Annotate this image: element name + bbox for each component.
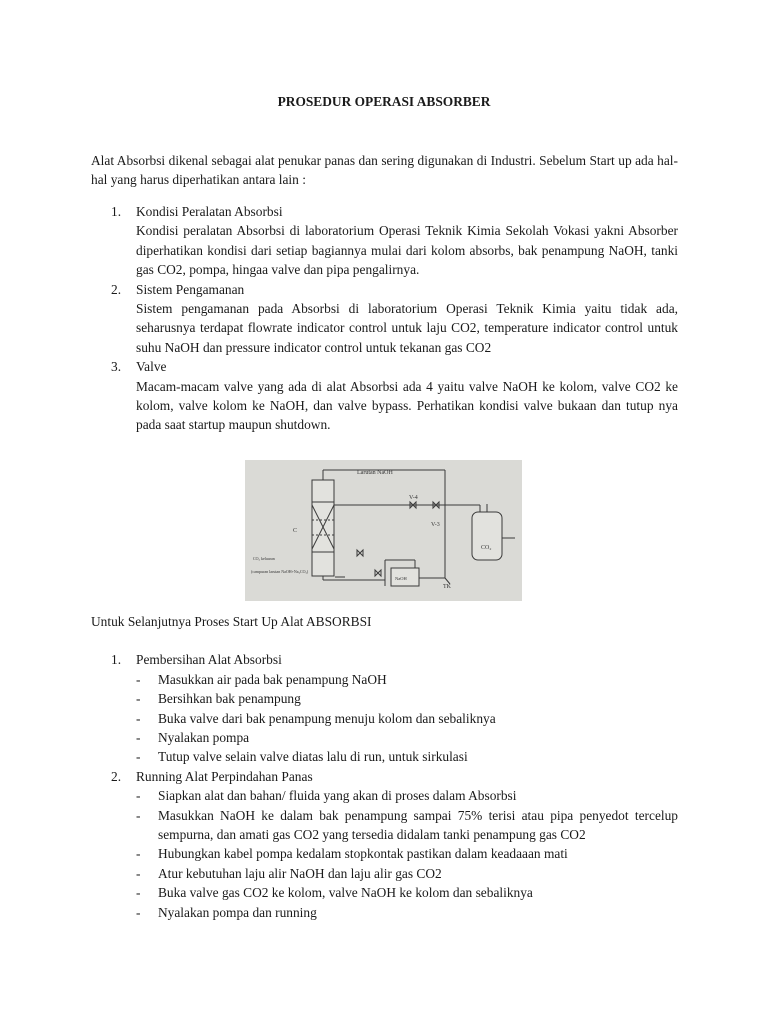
step-text: Atur kebutuhan laju alir NaOH dan laju alir gas CO2 <box>158 865 442 881</box>
intro-paragraph: Alat Absorbsi dikenal sebagai alat penukar panas dan sering digunakan di Industri. Sebelum Start up ada hal-hal yang harus diperhatikan antara lain : <box>91 153 678 188</box>
dash-bullet: - <box>136 691 141 707</box>
item-body: Sistem pengamanan pada Absorbsi di laboratorium Operasi Teknik Kimia yaitu tidak ada, seharusnya terdapat flowrate indicator control untuk laju CO2, temperature indicator control untuk suhu NaOH dan pressure indicator control untuk tekanan gas CO2 <box>136 301 678 355</box>
step-text: Masukkan NaOH ke dalam bak penampung sampai 75% terisi atau pipa penyedot tercelup sempurna, dan amati gas CO2 yang tersedia didalam tanki penampung gas CO2 <box>158 807 678 843</box>
absorber-diagram <box>245 460 522 601</box>
step-item <box>136 709 678 728</box>
dash-bullet: - <box>136 710 141 726</box>
list-item <box>91 650 678 766</box>
step-item <box>136 689 678 708</box>
item-heading: Running Alat Perpindahan Panas <box>136 768 313 784</box>
step-text: Bersihkan bak penampung <box>158 691 301 707</box>
label-mixture: (campuran larutan NaOH+Na₂CO₃) <box>251 569 309 574</box>
document-title: PROSEDUR OPERASI ABSORBER <box>277 94 491 109</box>
co2-tank <box>472 512 502 560</box>
item-body: Macam-macam valve yang ada di alat Absorbsi ada 4 yaitu valve NaOH ke kolom, valve CO2 ke kolom, valve kolom ke NaOH, dan valve bypass. Perhatikan kondisi valve bukaan dan tutup nya pada saat startup maupun shutdown. <box>136 378 678 433</box>
item-body: Kondisi peralatan Absorbsi di laboratorium Operasi Teknik Kimia Sekolah Vokasi yakni Absorber diperhatikan kondisi dari setiap bagiannya mulai dari kolom absorbs, bak penampung NaOH, tanki gas CO2, pompa, hingaa valve dan pipa pengalirnya. <box>136 223 678 278</box>
startup-intro: Untuk Selanjutnya Proses Start Up Alat ABSORBSI <box>91 614 372 629</box>
step-item <box>136 844 678 863</box>
label-tk: TK <box>443 584 451 590</box>
step-text: Nyalakan pompa <box>158 730 250 746</box>
preparation-list <box>91 202 678 435</box>
step-item <box>136 806 678 845</box>
dash-bullet: - <box>136 671 141 687</box>
step-text: Siapkan alat dan bahan/ fluida yang akan di proses dalam Absorbsi <box>158 788 517 804</box>
list-item <box>91 357 678 435</box>
step-item <box>136 883 678 902</box>
dash-bullet: - <box>136 846 141 862</box>
list-item <box>91 280 678 358</box>
step-item <box>136 903 678 922</box>
list-item <box>91 767 678 922</box>
dash-bullet: - <box>136 749 141 765</box>
step-item <box>136 670 678 689</box>
step-text: Nyalakan pompa dan running <box>158 904 317 920</box>
list-number: 2. <box>111 768 122 784</box>
label-larutan-naoh: Larutan NaOH <box>357 470 393 476</box>
step-item <box>136 786 678 805</box>
label-naoh-tank: NaOH <box>395 576 407 581</box>
label-co2-out: CO₂ keluaran <box>253 556 275 561</box>
step-text: Buka valve dari bak penampung menuju kolom dan sebaliknya <box>158 710 496 726</box>
label-column-c: C <box>293 528 298 534</box>
step-text: Hubungkan kabel pompa kedalam stopkontak pastikan dalam keadaaan mati <box>158 846 568 862</box>
list-number: 1. <box>111 652 122 668</box>
dash-bullet: - <box>136 807 141 823</box>
list-number: 3. <box>111 359 122 375</box>
step-item <box>136 747 678 766</box>
step-text: Masukkan air pada bak penampung NaOH <box>158 671 387 687</box>
step-text: Tutup valve selain valve diatas lalu di run, untuk sirkulasi <box>158 749 468 765</box>
label-valve-v3: V-3 <box>431 522 440 528</box>
dash-bullet: - <box>136 865 141 881</box>
list-number: 2. <box>111 281 122 297</box>
step-item <box>136 728 678 747</box>
step-text: Buka valve gas CO2 ke kolom, valve NaOH ke kolom dan sebaliknya <box>158 885 533 901</box>
item-heading: Pembersihan Alat Absorbsi <box>136 652 282 668</box>
dash-bullet: - <box>136 730 141 746</box>
item-heading: Sistem Pengamanan <box>136 281 245 297</box>
dash-bullet: - <box>136 788 141 804</box>
label-co2-tank: CO₂ <box>481 545 492 551</box>
list-number: 1. <box>111 204 122 219</box>
item-heading: Valve <box>136 359 167 375</box>
item-heading: Kondisi Peralatan Absorbsi <box>136 204 283 219</box>
startup-section <box>91 612 678 922</box>
list-item <box>91 202 678 280</box>
step-item <box>136 864 678 883</box>
dash-bullet: - <box>136 885 141 901</box>
dash-bullet: - <box>136 904 141 920</box>
label-valve-v4: V-4 <box>409 495 418 501</box>
